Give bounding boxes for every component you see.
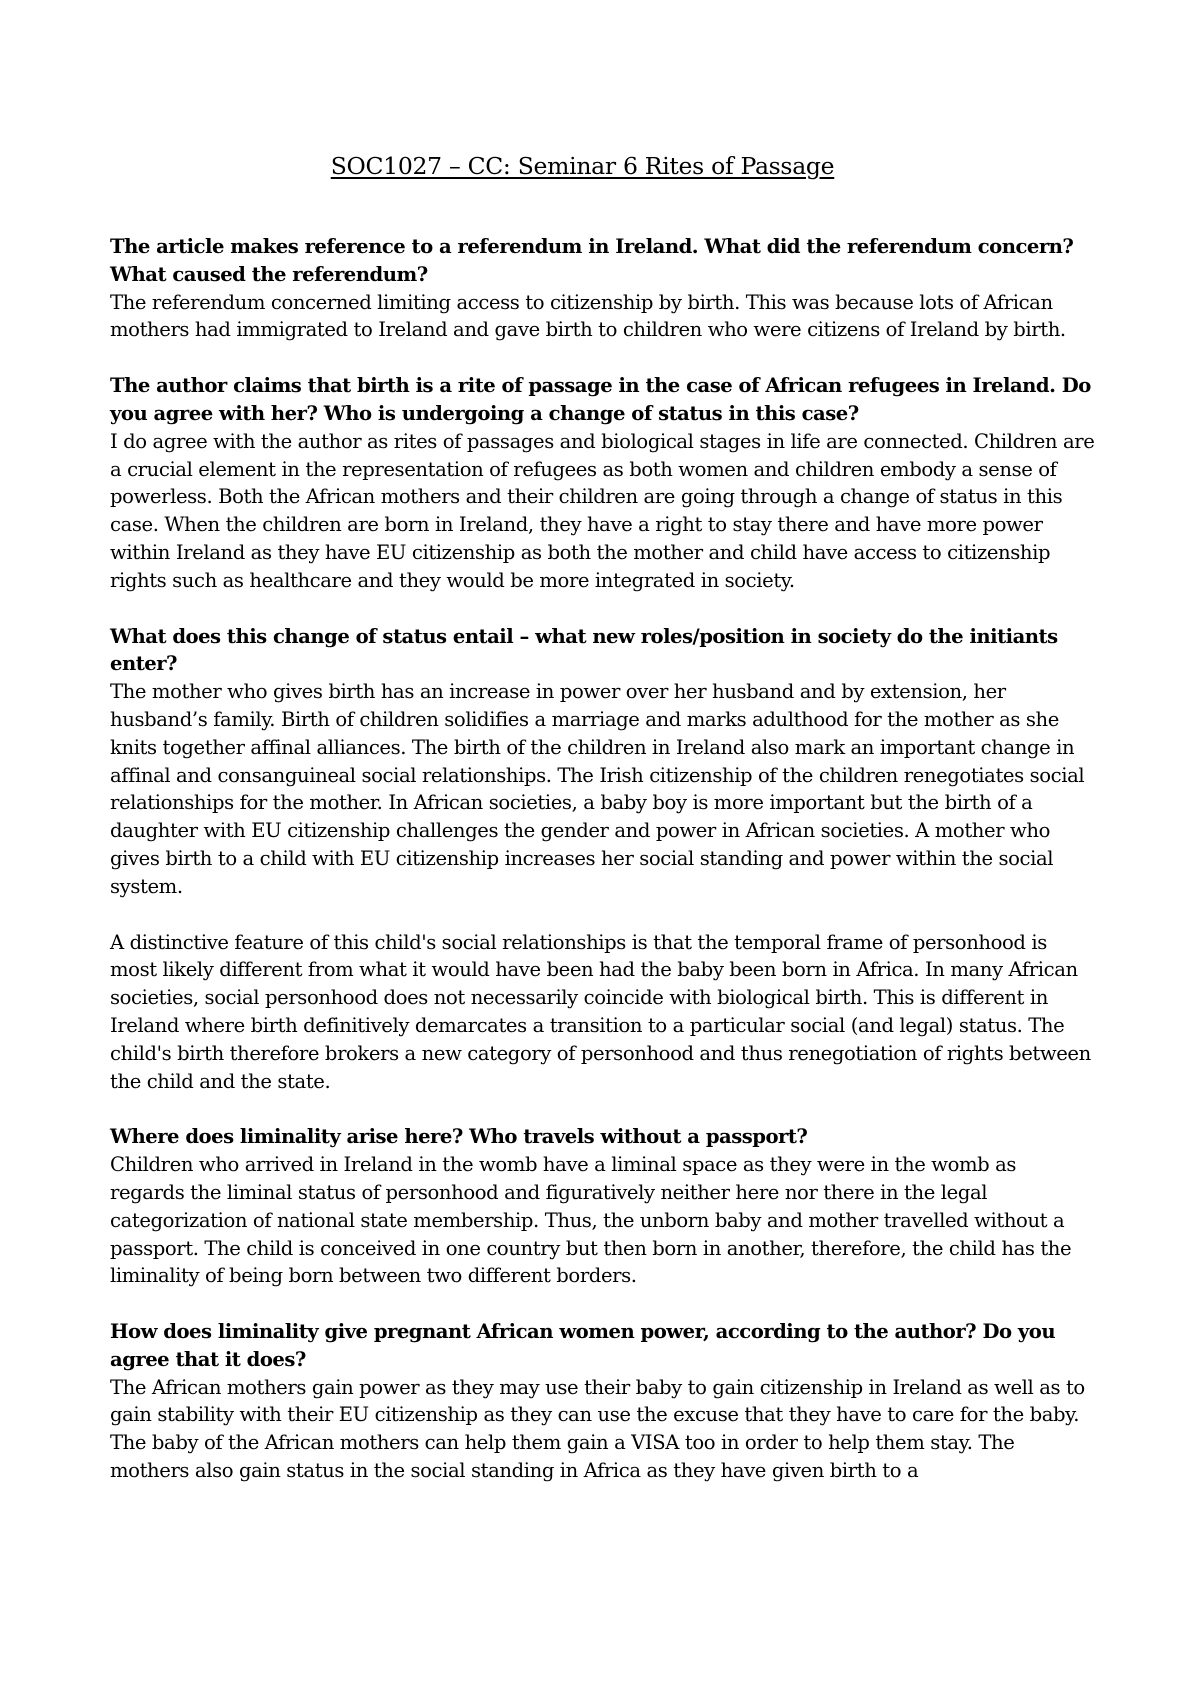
answer-text: The mother who gives birth has an increase in power over her husband and by extension, her husband’s family. Birth of children solidifies a marriage and marks adulthood for the mother as she knits together affinal alliances. The birth of the children in Ireland also mark an important change in affinal and consanguineal social relationships. The Irish citizenship of the children renegotiates social relationships for the mother. In African societies, a baby boy is more important but the birth of a daughter with EU citizenship challenges the gender and power in African societies. A mother who gives birth to a child with EU citizenship increases her social standing and power within the social system.: [110, 680, 1085, 898]
section-referendum: [110, 233, 1095, 344]
question-text: Where does liminality arise here? Who travels without a passport?: [110, 1125, 808, 1149]
document-body: [110, 233, 1095, 1513]
answer-text: I do agree with the author as rites of passages and biological stages in life are connected. Children are a crucial element in the representation of refugees as both women and children embody a sense of powerless. Both the African mothers and their children are going through a change of status in this case. When the children are born in Ireland, they have a right to stay there and have more power within Ireland as they have EU citizenship as both the mother and child have access to citizenship rights such as healthcare and they would be more integrated in society.: [110, 429, 1095, 592]
section-personhood: [110, 929, 1095, 1096]
section-change-of-status: [110, 623, 1095, 901]
section-rite-of-passage: [110, 372, 1095, 594]
question-text: What does this change of status entail – what new roles/position in society do the initiants enter?: [110, 624, 1058, 676]
question-text: How does liminality give pregnant African women power, according to the author? Do you agree that it does?: [110, 1320, 1056, 1371]
answer-text: A distinctive feature of this child's social relationships is that the temporal frame of personhood is most likely different from what it would have been had the baby been born in Africa. In many African societies, social personhood does not necessarily coincide with biological birth. This is different in Ireland where birth definitively demarcates a transition to a particular social (and legal) status. The child's birth therefore brokers a new category of personhood and thus renegotiation of rights between the child and the state.: [110, 930, 1091, 1093]
section-liminality-power: [110, 1318, 1095, 1485]
question-text: The author claims that birth is a rite of passage in the case of African refugees in Ireland. Do you agree with her? Who is undergoing a change of status in this case?: [110, 374, 1091, 425]
section-liminality: [110, 1123, 1095, 1290]
answer-text: Children who arrived in Ireland in the womb have a liminal space as they were in the womb as regards the liminal status of personhood and figuratively neither here nor there in the legal categorization of national state membership. Thus, the unborn baby and mother travelled without a passport. The child is conceived in one country but then born in another, therefore, the child has the liminality of being born between two different borders.: [110, 1153, 1072, 1288]
document-title: SOC1027 – CC: Seminar 6 Rites of Passage: [330, 152, 835, 180]
answer-text: The African mothers gain power as they may use their baby to gain citizenship in Ireland as well as to gain stability with their EU citizenship as they can use the excuse that they have to care for the baby. The baby of the African mothers can help them gain a VISA too in order to help them stay. The mothers also gain status in the social standing in Africa as they have given birth to a: [110, 1375, 1085, 1483]
question-text: The article makes reference to a referendum in Ireland. What did the referendum concern? What caused the referendum?: [110, 235, 1074, 286]
answer-text: The referendum concerned limiting access to citizenship by birth. This was because lots of African mothers had immigrated to Ireland and gave birth to children who were citizens of Ireland by birth.: [110, 290, 1066, 342]
